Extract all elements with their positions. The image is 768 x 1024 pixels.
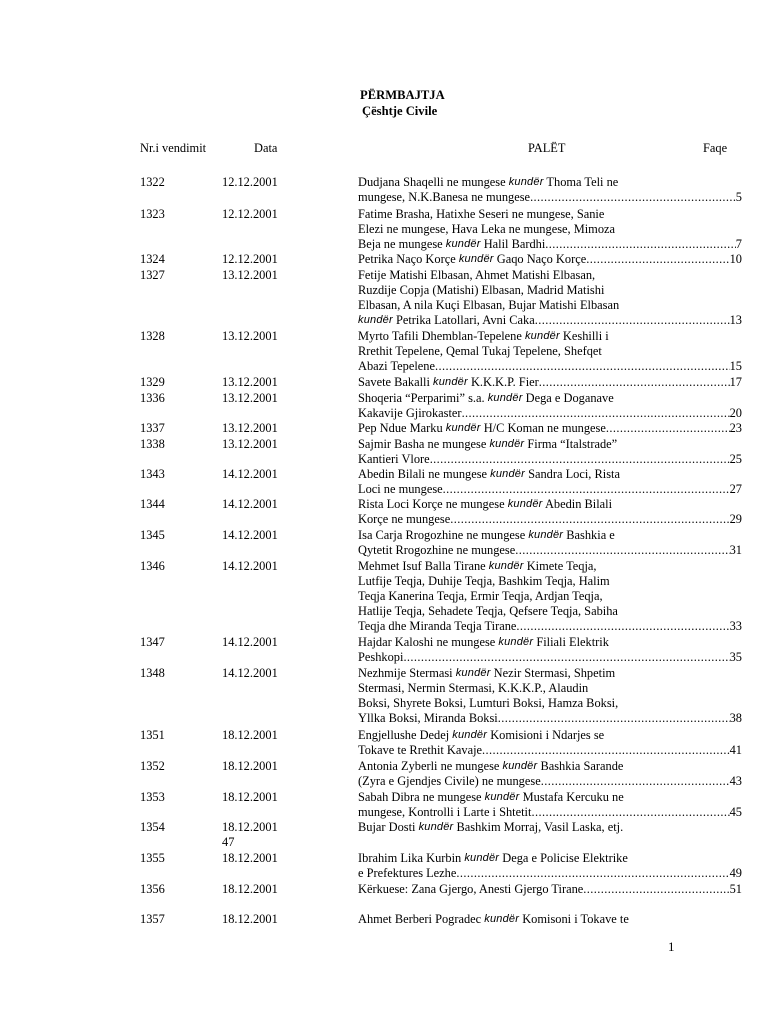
decision-number: 1322 xyxy=(140,175,165,189)
parties xyxy=(358,497,742,527)
parties-text: Kakavije Gjirokaster xyxy=(358,406,462,420)
parties-text: Kantieri Vlore xyxy=(358,452,430,466)
decision-date xyxy=(222,421,278,436)
decision-number: 1344 xyxy=(140,497,165,511)
dot-leader xyxy=(515,543,729,558)
decision-number: 1357 xyxy=(140,912,165,926)
parties xyxy=(358,175,742,205)
parties-text: Thoma Teli ne xyxy=(543,175,619,189)
decision-date-text: 13.12.2001 xyxy=(222,421,278,435)
kunder-keyword: kundër xyxy=(502,760,538,772)
dot-leader xyxy=(450,512,729,527)
parties-text: Kimete Teqja, xyxy=(523,559,597,573)
page-reference: 45 xyxy=(729,805,742,819)
parties-line xyxy=(358,790,742,805)
document-title: PËRMBAJTJA xyxy=(360,88,445,102)
parties xyxy=(358,528,742,558)
parties-text: Dudjana Shaqelli ne mungese xyxy=(358,175,509,189)
parties-text: mungese, N.K.Banesa ne mungese xyxy=(358,190,531,204)
kunder-keyword: kundër xyxy=(528,529,564,541)
parties-text: Peshkopi xyxy=(358,650,404,664)
decision-date xyxy=(222,391,278,406)
decision-date xyxy=(222,437,278,452)
dot-leader xyxy=(535,313,730,328)
parties-line xyxy=(358,543,742,558)
decision-date xyxy=(222,497,278,512)
parties-text: Shoqeria “Perparimi” s.a. xyxy=(358,391,488,405)
parties xyxy=(358,882,742,897)
parties-text: Bashkia e xyxy=(563,528,615,542)
parties-text: Loci ne mungese xyxy=(358,482,443,496)
parties xyxy=(358,437,742,467)
parties-line xyxy=(358,650,742,665)
parties-text: Isa Carja Rrogozhine ne mungese xyxy=(358,528,529,542)
parties-line xyxy=(358,820,742,835)
parties-text: Savete Bakalli xyxy=(358,375,434,389)
parties-text: Qytetit Rrogozhine ne mungese xyxy=(358,543,516,557)
decision-number: 1351 xyxy=(140,728,165,742)
parties-line xyxy=(358,452,742,467)
parties-text: Petrika Naço Korçe xyxy=(358,252,459,266)
page-reference: 38 xyxy=(729,711,742,725)
parties xyxy=(358,207,742,252)
parties xyxy=(358,252,742,267)
decision-number: 1345 xyxy=(140,528,165,542)
parties-text: Ahmet Berberi Pogradec xyxy=(358,912,485,926)
dot-leader xyxy=(586,252,729,267)
decision-date xyxy=(222,882,278,897)
decision-date-text: 12.12.2001 xyxy=(222,207,278,221)
parties-line xyxy=(358,743,742,758)
decision-date-text: 14.12.2001 xyxy=(222,467,278,481)
parties-text: Fetije Matishi Elbasan, Ahmet Matishi Elbasan, xyxy=(358,268,596,282)
dot-leader xyxy=(530,190,736,205)
page-reference: 29 xyxy=(729,512,742,526)
dot-leader xyxy=(498,711,730,726)
page-reference: 51 xyxy=(729,882,742,896)
decision-number: 1348 xyxy=(140,666,165,680)
decision-number: 1354 xyxy=(140,820,165,834)
parties-line xyxy=(358,222,742,237)
parties xyxy=(358,851,742,881)
decision-date xyxy=(222,635,278,650)
parties-line xyxy=(358,497,742,512)
decision-date xyxy=(222,728,278,743)
kunder-keyword: kundër xyxy=(488,560,524,572)
parties-line xyxy=(358,528,742,543)
dot-leader xyxy=(545,237,736,252)
kunder-keyword: kundër xyxy=(507,498,543,510)
kunder-keyword: kundër xyxy=(524,330,560,342)
decision-date-text: 14.12.2001 xyxy=(222,497,278,511)
parties xyxy=(358,467,742,497)
parties-text: Keshilli i xyxy=(559,329,609,343)
decision-number: 1343 xyxy=(140,467,165,481)
decision-date-text: 18.12.2001 xyxy=(222,759,278,773)
decision-number: 1337 xyxy=(140,421,165,435)
kunder-keyword: kundër xyxy=(498,636,534,648)
decision-date xyxy=(222,252,278,267)
decision-date xyxy=(222,790,278,805)
page-reference: 43 xyxy=(729,774,742,788)
parties xyxy=(358,912,742,927)
parties-text: Bashkia Sarande xyxy=(537,759,624,773)
parties-line xyxy=(358,207,742,222)
decision-date-text: 18.12.2001 xyxy=(222,728,278,742)
parties-line xyxy=(358,375,742,390)
parties-text: Teqja Kanerina Teqja, Ermir Teqja, Ardjan Teqja, xyxy=(358,589,603,603)
parties-line xyxy=(358,268,742,283)
parties-text: Yllka Boksi, Miranda Boksi xyxy=(358,711,498,725)
dot-leader xyxy=(430,452,730,467)
parties-text: Nezhmije Stermasi xyxy=(358,666,456,680)
dot-leader xyxy=(606,421,730,436)
parties-line xyxy=(358,437,742,452)
decision-date xyxy=(222,207,278,222)
kunder-keyword: kundër xyxy=(418,821,454,833)
parties-line xyxy=(358,175,742,190)
decision-date xyxy=(222,559,278,574)
parties xyxy=(358,329,742,374)
kunder-keyword: kundër xyxy=(484,791,520,803)
parties-text: e Prefektures Lezhe xyxy=(358,866,457,880)
decision-date-text: 12.12.2001 xyxy=(222,252,278,266)
parties-line xyxy=(358,635,742,650)
decision-date-text: 14.12.2001 xyxy=(222,666,278,680)
decision-date xyxy=(222,759,278,774)
parties-text: K.K.K.P. Fier xyxy=(467,375,539,389)
parties-line xyxy=(358,283,742,298)
parties-text: Ibrahim Lika Kurbin xyxy=(358,851,465,865)
kunder-keyword: kundër xyxy=(508,176,544,188)
decision-date xyxy=(222,175,278,190)
parties-text: Fatime Brasha, Hatixhe Seseri ne mungese, Sanie xyxy=(358,207,605,221)
parties-line xyxy=(358,711,742,726)
kunder-keyword: kundër xyxy=(358,314,393,326)
decision-date-text: 18.12.2001 xyxy=(222,851,278,865)
decision-number: 1356 xyxy=(140,882,165,896)
parties-line xyxy=(358,728,742,743)
parties-line xyxy=(358,696,742,711)
parties-text: Dega e Policise Elektrike xyxy=(499,851,628,865)
parties-line xyxy=(358,851,742,866)
parties-text: Filiali Elektrik xyxy=(533,635,609,649)
parties-line xyxy=(358,666,742,681)
decision-date-text: 13.12.2001 xyxy=(222,375,278,389)
decision-date xyxy=(222,329,278,344)
parties-text: Myrto Tafili Dhemblan-Tepelene xyxy=(358,329,525,343)
parties-text: Gaqo Naço Korçe xyxy=(493,252,587,266)
page-reference: 33 xyxy=(729,619,742,633)
page-reference: 49 xyxy=(729,866,742,880)
kunder-keyword: kundër xyxy=(445,238,481,250)
parties xyxy=(358,268,742,328)
decision-date xyxy=(222,375,278,390)
parties xyxy=(358,635,742,665)
page-reference: 10 xyxy=(729,252,742,266)
parties-line xyxy=(358,391,742,406)
decision-number: 1336 xyxy=(140,391,165,405)
parties-line xyxy=(358,190,742,205)
kunder-keyword: kundër xyxy=(484,913,520,925)
parties xyxy=(358,666,742,726)
parties-text: Teqja dhe Miranda Teqja Tirane xyxy=(358,619,517,633)
kunder-keyword: kundër xyxy=(452,729,488,741)
parties-line xyxy=(358,237,742,252)
parties-text: Mehmet Isuf Balla Tirane xyxy=(358,559,489,573)
kunder-keyword: kundër xyxy=(445,422,481,434)
parties-text: Stermasi, Nermin Stermasi, K.K.K.P., Alaudin xyxy=(358,681,589,695)
page-ref-misplaced: 47 xyxy=(222,835,235,849)
parties-text: Sajmir Basha ne mungese xyxy=(358,437,490,451)
parties-text: Kërkuese: Zana Gjergo, Anesti Gjergo Tirane xyxy=(358,882,584,896)
decision-date-text: 18.12.2001 xyxy=(222,882,278,896)
column-header-palet: PALËT xyxy=(528,141,566,155)
parties-text: Mustafa Kercuku ne xyxy=(519,790,624,804)
parties-text: Rista Loci Korçe ne mungese xyxy=(358,497,508,511)
page-reference: 7 xyxy=(735,237,742,251)
parties-text: Komisioni i Ndarjes se xyxy=(487,728,605,742)
parties-text: Tokave te Rrethit Kavaje xyxy=(358,743,483,757)
parties-line xyxy=(358,604,742,619)
page-reference: 13 xyxy=(729,313,742,327)
decision-date-text: 13.12.2001 xyxy=(222,329,278,343)
parties-text: Beja ne mungese xyxy=(358,237,446,251)
parties-line xyxy=(358,467,742,482)
parties-text: Firma “Italstrade” xyxy=(524,437,618,451)
decision-number: 1323 xyxy=(140,207,165,221)
kunder-keyword: kundër xyxy=(489,438,525,450)
decision-date-text: 13.12.2001 xyxy=(222,268,278,282)
parties-line xyxy=(358,574,742,589)
parties-text: Abedin Bilali xyxy=(542,497,613,511)
parties-line xyxy=(358,882,742,897)
parties-line xyxy=(358,866,742,881)
dot-leader xyxy=(541,774,730,789)
dot-leader xyxy=(435,359,730,374)
parties-line xyxy=(358,681,742,696)
decision-date-text: 13.12.2001 xyxy=(222,391,278,405)
dot-leader xyxy=(443,482,730,497)
parties-line xyxy=(358,344,742,359)
page-reference: 23 xyxy=(729,421,742,435)
decision-number: 1328 xyxy=(140,329,165,343)
column-header-faqe: Faqe xyxy=(703,141,728,155)
parties-text: Korçe ne mungese xyxy=(358,512,451,526)
decision-date xyxy=(222,268,278,283)
parties-line xyxy=(358,774,742,789)
decision-date-text: 13.12.2001 xyxy=(222,437,278,451)
parties xyxy=(358,820,742,835)
parties-text: mungese, Kontrolli i Larte i Shtetit xyxy=(358,805,532,819)
decision-date-text: 18.12.2001 xyxy=(222,912,278,926)
parties xyxy=(358,391,742,421)
parties-text: Pep Ndue Marku xyxy=(358,421,446,435)
decision-date xyxy=(222,467,278,482)
decision-number: 1352 xyxy=(140,759,165,773)
parties-line xyxy=(358,619,742,634)
parties-text: Bujar Dosti xyxy=(358,820,419,834)
parties-line xyxy=(358,329,742,344)
decision-date xyxy=(222,666,278,681)
page-reference: 31 xyxy=(729,543,742,557)
page-reference: 27 xyxy=(729,482,742,496)
page-reference: 41 xyxy=(729,743,742,757)
parties-text: Komisoni i Tokave te xyxy=(519,912,629,926)
decision-date xyxy=(222,528,278,543)
parties-line xyxy=(358,912,742,927)
parties xyxy=(358,375,742,390)
column-header-data: Data xyxy=(254,141,278,155)
parties-line xyxy=(358,589,742,604)
decision-number: 1355 xyxy=(140,851,165,865)
parties-text: Boksi, Shyrete Boksi, Lumturi Boksi, Hamza Boksi, xyxy=(358,696,619,710)
dot-leader xyxy=(403,650,729,665)
parties-line xyxy=(358,252,742,267)
parties-text: Nezir Stermasi, Shpetim xyxy=(490,666,616,680)
decision-date xyxy=(222,820,278,850)
parties-text: Lutfije Teqja, Duhije Teqja, Bashkim Teqja, Halim xyxy=(358,574,610,588)
decision-date-text: 14.12.2001 xyxy=(222,559,278,573)
kunder-keyword: kundër xyxy=(455,667,491,679)
kunder-keyword: kundër xyxy=(464,852,500,864)
decision-date-text: 14.12.2001 xyxy=(222,528,278,542)
parties-line xyxy=(358,421,742,436)
decision-date xyxy=(222,851,278,866)
dot-leader xyxy=(482,743,730,758)
decision-number: 1327 xyxy=(140,268,165,282)
parties-text: Elezi ne mungese, Hava Leka ne mungese, Mimoza xyxy=(358,222,616,236)
decision-number: 1347 xyxy=(140,635,165,649)
decision-number: 1329 xyxy=(140,375,165,389)
parties-text: Elbasan, A nila Kuçi Elbasan, Bujar Matishi Elbasan xyxy=(358,298,620,312)
parties-text: Hajdar Kaloshi ne mungese xyxy=(358,635,499,649)
parties-line xyxy=(358,512,742,527)
parties-line xyxy=(358,759,742,774)
parties-text: Abazi Tepelene xyxy=(358,359,435,373)
dot-leader xyxy=(462,406,730,421)
kunder-keyword: kundër xyxy=(433,376,468,388)
decision-number: 1346 xyxy=(140,559,165,573)
kunder-keyword: kundër xyxy=(487,392,523,404)
parties-text: Ruzdije Copja (Matishi) Elbasan, Madrid Matishi xyxy=(358,283,605,297)
dot-leader xyxy=(531,805,729,820)
decision-date-text: 18.12.2001 xyxy=(222,820,278,834)
page-reference: 35 xyxy=(729,650,742,664)
page-number: 1 xyxy=(668,939,675,954)
kunder-keyword: kundër xyxy=(490,468,525,480)
parties xyxy=(358,421,742,436)
parties-line xyxy=(358,406,742,421)
parties-line xyxy=(358,805,742,820)
parties-line xyxy=(358,359,742,374)
parties-text: Hatlije Teqja, Sehadete Teqja, Qefsere Teqja, Sabiha xyxy=(358,604,618,618)
parties xyxy=(358,728,742,758)
decision-date xyxy=(222,912,278,927)
decision-date-text: 14.12.2001 xyxy=(222,635,278,649)
parties-line xyxy=(358,559,742,574)
parties-text: Sabah Dibra ne mungese xyxy=(358,790,485,804)
page-reference: 15 xyxy=(729,359,742,373)
parties-text: Antonia Zyberli ne mungese xyxy=(358,759,503,773)
page-reference: 5 xyxy=(735,190,742,204)
page-reference: 20 xyxy=(729,406,742,420)
dot-leader xyxy=(516,619,729,634)
parties-text: Rrethit Tepelene, Qemal Tukaj Tepelene, Shefqet xyxy=(358,344,602,358)
parties-text: Abedin Bilali ne mungese xyxy=(358,467,491,481)
parties-line xyxy=(358,482,742,497)
column-header-nr: Nr.i vendimit xyxy=(140,141,207,155)
parties xyxy=(358,790,742,820)
parties xyxy=(358,759,742,789)
dot-leader xyxy=(456,866,729,881)
parties-text: Bashkim Morraj, Vasil Laska, etj. xyxy=(453,820,624,834)
kunder-keyword: kundër xyxy=(458,253,494,265)
dot-leader xyxy=(583,882,729,897)
parties xyxy=(358,559,742,634)
dot-leader xyxy=(539,375,730,390)
parties-line xyxy=(358,313,742,328)
decision-number: 1338 xyxy=(140,437,165,451)
page-reference: 17 xyxy=(729,375,742,389)
parties-text: Petrika Latollari, Avni Caka xyxy=(392,313,535,327)
parties-text: Engjellushe Dedej xyxy=(358,728,453,742)
decision-number: 1324 xyxy=(140,252,165,266)
parties-text: Dega e Doganave xyxy=(522,391,614,405)
parties-text: Halil Bardhi xyxy=(480,237,546,251)
parties-text: (Zyra e Gjendjes Civile) ne mungese xyxy=(358,774,541,788)
decision-number: 1353 xyxy=(140,790,165,804)
parties-text: Sandra Loci, Rista xyxy=(524,467,620,481)
document-subtitle: Çështje Civile xyxy=(362,104,438,118)
decision-date-text: 18.12.2001 xyxy=(222,790,278,804)
page-reference: 25 xyxy=(729,452,742,466)
parties-text: H/C Koman ne mungese xyxy=(480,421,606,435)
parties-line xyxy=(358,298,742,313)
decision-date-text: 12.12.2001 xyxy=(222,175,278,189)
